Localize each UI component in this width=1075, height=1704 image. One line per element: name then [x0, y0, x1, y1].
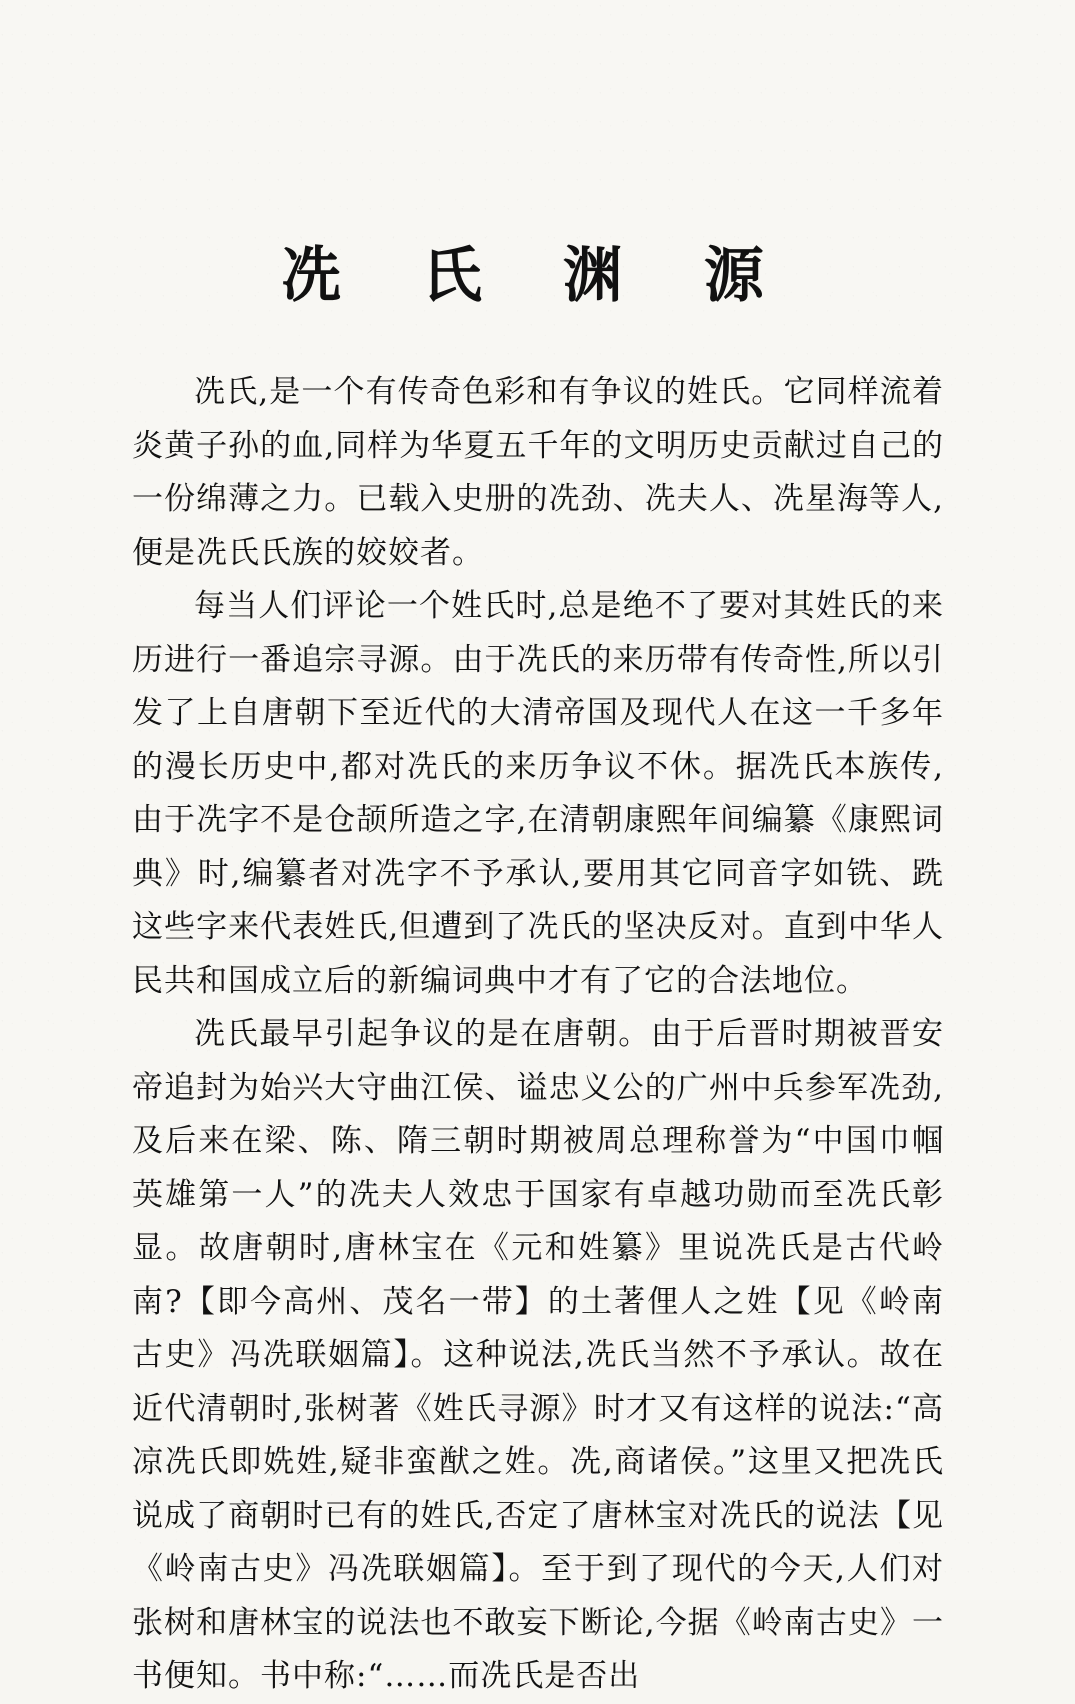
paragraph-1: 冼氏,是一个有传奇色彩和有争议的姓氏。它同样流着炎黄子孙的血,同样为华夏五千年的文明历史贡献过自己的一份绵薄之力。已载入史册的冼劲、冼夫人、冼星海等人,便是冼氏氏族的姣姣者。: [132, 374, 944, 571]
paragraph-2: 每当人们评论一个姓氏时,总是绝不了要对其姓氏的来历进行一番追宗寻源。由于冼氏的来历带有传奇性,所以引发了上自唐朝下至近代的大清帝国及现代人在这一千多年的漫长历史中,都对冼氏的来历争议不休。据冼氏本族传,由于冼字不是仓颉所造之字,在清朝康熙年间编纂《康熙词典》时,编纂者对冼字不予承认,要用其它同音字如铣、跣这些字来代表姓氏,但遭到了冼氏的坚决反对。直到中华人民共和国成立后的新编词典中才有了它的合法地位。: [132, 588, 944, 999]
page-title: 冼 氏 渊 源: [281, 241, 794, 311]
paragraph-3: 冼氏最早引起争议的是在唐朝。由于后晋时期被晋安帝追封为始兴大守曲江侯、谥忠义公的广州中兵参军冼劲,及后来在梁、陈、隋三朝时期被周总理称誉为“中国巾帼英雄第一人”的冼夫人效忠于国家有卓越功勋而至冼氏彰显。故唐朝时,唐林宝在《元和姓纂》里说冼氏是古代岭南?【即今高州、茂名一带】的土著俚人之姓【见《岭南古史》冯冼联姻篇】。这种说法,冼氏当然不予承认。故在近代清朝时,张树著《姓氏寻源》时才又有这样的说法:“高凉冼氏即姺姓,疑非蛮猷之姓。冼,商诸侯。”这里又把冼氏说成了商朝时已有的姓氏,否定了唐林宝对冼氏的说法【见《岭南古史》冯冼联姻篇】。至于到了现代的今天,人们对张树和唐林宝的说法也不敢妄下断论,今据《岭南古史》一书便知。书中称:“……而冼氏是否出: [132, 1016, 944, 1694]
body-text: [132, 366, 944, 1704]
